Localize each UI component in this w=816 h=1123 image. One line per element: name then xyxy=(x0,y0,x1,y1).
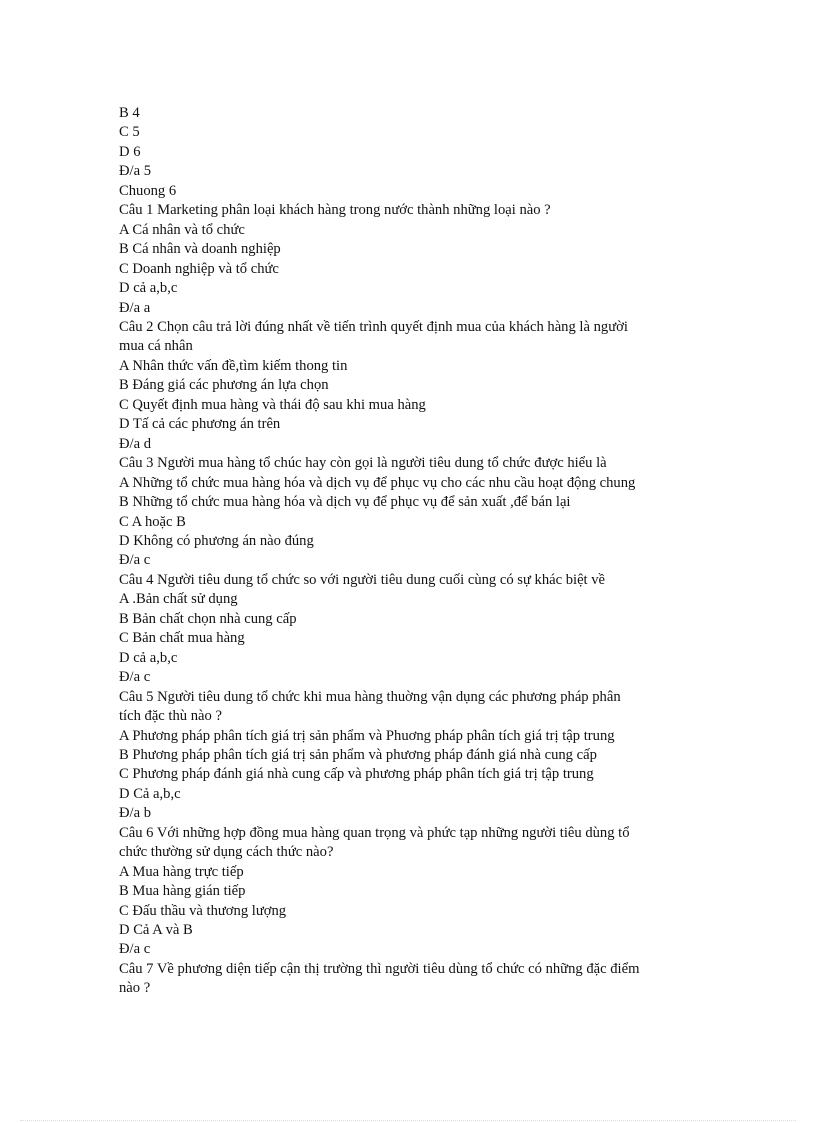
answer-option: C Quyết định mua hàng và thái độ sau khi mua hàng xyxy=(119,396,426,413)
document-body xyxy=(119,104,709,999)
answer-option: B Phương pháp phân tích giá trị sản phẩm và phương pháp đánh giá nhà cung cấp xyxy=(119,746,597,763)
answer-option: C Doanh nghiệp và tổ chức xyxy=(119,260,279,277)
answer-option: A Nhân thức vấn đề,tìm kiếm thong tin xyxy=(119,357,348,374)
answer-option: D Cả A và B xyxy=(119,922,193,939)
answer-key: Đ/a c xyxy=(119,669,151,686)
answer-option: B Những tổ chức mua hàng hóa và dịch vụ để phục vụ để sản xuất ,để bán lại xyxy=(119,494,571,511)
text-line: C 5 xyxy=(119,124,140,141)
text-line: Đ/a 5 xyxy=(119,163,152,180)
answer-option: D Không có phương án nào đúng xyxy=(119,532,314,549)
answer-option: B Đáng giá các phương án lựa chọn xyxy=(119,377,329,394)
answer-option: A Cá nhân và tổ chức xyxy=(119,221,245,238)
answer-option: D Cả a,b,c xyxy=(119,785,181,802)
text-line: B 4 xyxy=(119,105,140,121)
answer-option: B Cá nhân và doanh nghiệp xyxy=(119,241,281,258)
answer-option: B Bản chất chọn nhà cung cấp xyxy=(119,610,297,627)
answer-option: D Tấ cả các phương án trên xyxy=(119,416,281,433)
answer-option: B Mua hàng gián tiếp xyxy=(119,883,246,900)
answer-option: C Bản chất mua hàng xyxy=(119,630,245,647)
answer-key: Đ/a b xyxy=(119,805,152,822)
answer-option: C Phương pháp đánh giá nhà cung cấp và phương pháp phân tích giá trị tập trung xyxy=(119,766,594,783)
answer-option: C A hoặc B xyxy=(119,513,186,530)
answer-option: A .Bản chất sử dụng xyxy=(119,591,238,608)
chapter-heading: Chuong 6 xyxy=(119,182,177,199)
answer-option: A Những tổ chức mua hàng hóa và dịch vụ để phục vụ cho các nhu cầu hoạt động chung xyxy=(119,474,636,491)
answer-key: Đ/a c xyxy=(119,552,151,569)
question-5: Câu 5 Người tiêu dung tổ chức khi mua hàng thuờng vận dụng các phương pháp phân xyxy=(119,688,621,705)
question-2-continued: mua cá nhân xyxy=(119,338,193,355)
answer-option: C Đấu thầu và thương lượng xyxy=(119,902,287,919)
question-6-continued: chức thường sử dụng cách thức nào? xyxy=(119,844,334,861)
question-5-continued: tích đặc thù nào ? xyxy=(119,708,222,725)
question-4: Câu 4 Người tiêu dung tổ chức so với người tiêu dung cuối cùng có sự khác biệt về xyxy=(119,571,606,588)
answer-key: Đ/a a xyxy=(119,299,151,316)
question-2: Câu 2 Chọn câu trả lời đúng nhất về tiến trình quyết định mua của khách hàng là người xyxy=(119,318,628,335)
text-line: D 6 xyxy=(119,143,141,160)
question-1: Câu 1 Marketing phân loại khách hàng trong nước thành những loại nào ? xyxy=(119,202,551,219)
page-bottom-rule xyxy=(20,1120,796,1121)
answer-option: D cả a,b,c xyxy=(119,280,178,297)
answer-option: D cả a,b,c xyxy=(119,649,178,666)
question-7-continued: nào ? xyxy=(119,980,151,997)
answer-option: A Phương pháp phân tích giá trị sản phẩm và Phuơng pháp phân tích giá trị tập trung xyxy=(119,727,615,744)
question-7: Câu 7 Về phương diện tiếp cận thị trường thì người tiêu dùng tổ chức có những đặc điểm xyxy=(119,960,640,977)
answer-key: Đ/a c xyxy=(119,941,151,958)
answer-option: A Mua hàng trực tiếp xyxy=(119,863,244,880)
question-6: Câu 6 Với những hợp đồng mua hàng quan trọng và phức tạp những người tiêu dùng tổ xyxy=(119,824,630,841)
answer-key: Đ/a d xyxy=(119,435,152,452)
question-3: Câu 3 Người mua hàng tổ chúc hay còn gọi là người tiêu dung tổ chức được hiểu là xyxy=(119,455,607,472)
